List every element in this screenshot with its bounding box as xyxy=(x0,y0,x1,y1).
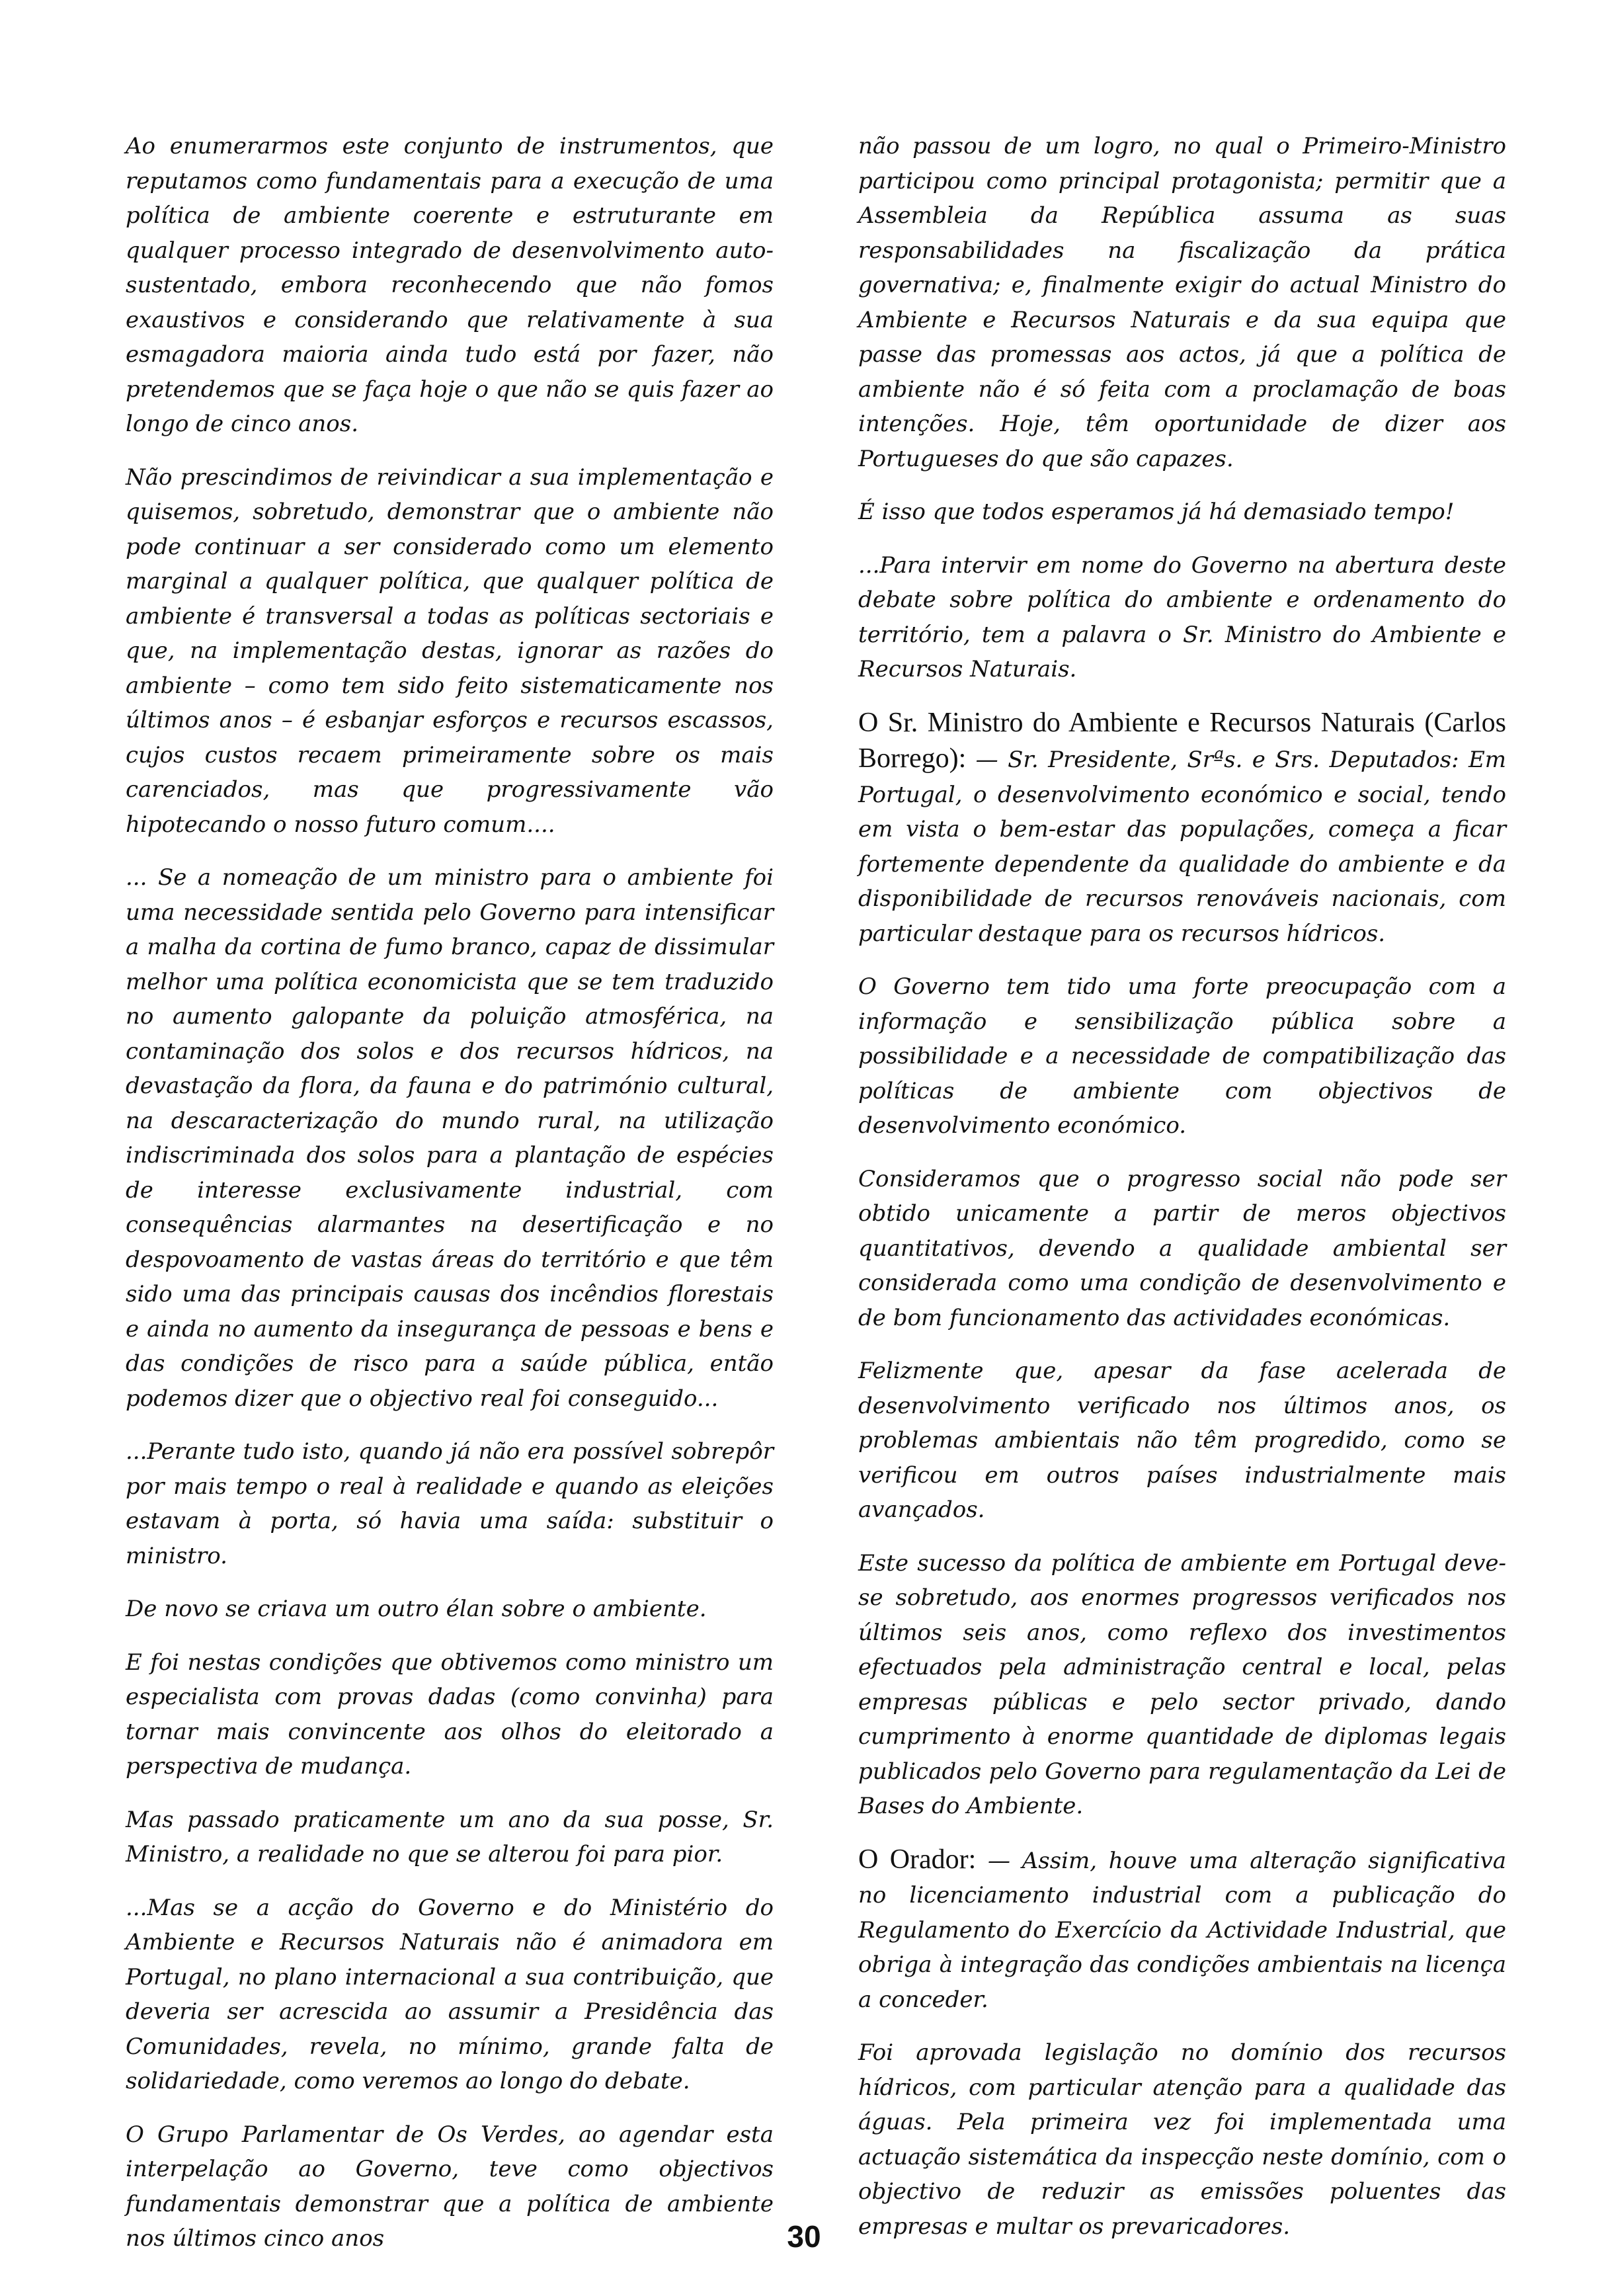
paragraph: Ao enumerarmos este conjunto de instrumentos, que reputamos como fundamentais para a execução de uma política de ambiente coerente e estruturante em qualquer processo integrado de desenvolvimento auto-sustentado, embora reconhecendo que não fomos exaustivos e considerando que relativamente à sua esmagadora maioria ainda tudo está por fazer, não pretendemos que se faça hoje o que não se quis fazer ao longo de cinco anos. xyxy=(126,133,774,437)
left-column xyxy=(126,129,774,2275)
paragraph: Felizmente que, apesar da fase acelerada de desenvolvimento verificado nos últimos anos, os problemas ambientais não têm progredido, como se verificou em outros países industrialmente mais avançados. xyxy=(858,1358,1506,1523)
paragraph: E foi nestas condições que obtivemos como ministro um especialista com provas dadas (como convinha) para tornar mais convincente aos olhos do eleitorado a perspectiva de mudança. xyxy=(126,1649,774,1780)
paragraph: O Grupo Parlamentar de Os Verdes, ao agendar esta interpelação ao Governo, teve como objectivos fundamentais demonstrar que a política de ambiente nos últimos cinco anos xyxy=(126,2121,774,2252)
paragraph: ...Para intervir em nome do Governo na abertura deste debate sobre política do ambiente e ordenamento do território, tem a palavra o Sr. Ministro do Ambiente e Recursos Naturais. xyxy=(858,552,1506,682)
right-column xyxy=(858,129,1506,2262)
paragraph: ...Perante tudo isto, quando já não era possível sobrepôr por mais tempo o real à realidade e quando as eleições estavam à porta, só havia uma saída: substituir o ministro. xyxy=(126,1438,774,1569)
speaker-name: O Sr. Ministro do Ambiente e Recursos Naturais (Carlos Borrego): xyxy=(858,707,1506,774)
speaker-name: O Orador: xyxy=(858,1844,977,1875)
paragraph: Foi aprovada legislação no domínio dos recursos hídricos, com particular atenção para a qualidade das águas. Pela primeira vez foi implementada uma actuação sistemática da inspecção neste domínio, com o objectivo de reduzir as emissões poluentes das empresas e multar os prevaricadores. xyxy=(858,2039,1506,2240)
minister-speech-paragraph xyxy=(858,706,1506,952)
paragraph: Consideramos que o progresso social não pode ser obtido unicamente a partir de meros objectivos quantitativos, devendo a qualidade ambiental ser considerada como uma condição de desenvolvimento e de bom funcionamento das actividades económicas. xyxy=(858,1165,1506,1331)
paragraph: ...Mas se a acção do Governo e do Ministério do Ambiente e Recursos Naturais não é animadora em Portugal, no plano internacional a sua contribuição, que deveria ser acrescida ao assumir a Presidência das Comunidades, revela, no mínimo, grande falta de solidariedade, como veremos ao longo do debate. xyxy=(126,1894,774,2094)
paragraph: É isso que todos esperamos já há demasiado tempo! xyxy=(858,499,1455,525)
paragraph: não passou de um logro, no qual o Primeiro-Ministro participou como principal protagonista; permitir que a Assembleia da República assuma as suas responsabilidades na fiscalização da prática governativa; e, finalmente exigir do actual Ministro do Ambiente e Recursos Naturais e da sua equipa que passe das promessas aos actos, já que a política de ambiente não é só feita com a proclamação de boas intenções. Hoje, têm oportunidade de dizer aos Portugueses do que são capazes. xyxy=(858,133,1506,472)
paragraph: Não prescindimos de reivindicar a sua implementação e quisemos, sobretudo, demonstrar que o ambiente não pode continuar a ser considerado como um elemento marginal a qualquer política, que qualquer política de ambiente é transversal a todas as políticas sectoriais e que, na implementação destas, ignorar as razões do ambiente – como tem sido feito sistematicamente nos últimos anos – é esbanjar esforços e recursos escassos, cujos custos recaem primeiramente sobre os mais carenciados, mas que progressivamente vão hipotecando o nosso futuro comum.... xyxy=(126,464,774,838)
page-number: 30 xyxy=(787,2219,821,2254)
speech-text: — Sr. Presidente, Srªs. e Srs. Deputados: Em Portugal, o desenvolvimento económico e social, tendo em vista o bem-estar das populações, começa a ficar fortemente dependente da qualidade do ambiente e da disponibilidade de recursos renováveis nacionais, com particular destaque para os recursos hídricos. xyxy=(858,747,1506,947)
paragraph: Mas passado praticamente um ano da sua posse, Sr. Ministro, a realidade no que se alterou foi para pior. xyxy=(126,1806,774,1867)
paragraph: De novo se criava um outro élan sobre o ambiente. xyxy=(126,1596,707,1622)
paragraph: Este sucesso da política de ambiente em Portugal deve-se sobretudo, aos enormes progressos verificados nos últimos seis anos, como reflexo dos investimentos efectuados pela administração central e local, pelas empresas públicas e pelo sector privado, dando cumprimento à enorme quantidade de diplomas legais publicados pelo Governo para regulamentação da Lei de Bases do Ambiente. xyxy=(858,1549,1506,1819)
speech-text: — Assim, houve uma alteração significativa no licenciamento industrial com a publicação do Regulamento do Exercício da Actividade Industrial, que obriga à integração das condições ambientais na licença a conceder. xyxy=(858,1847,1506,2013)
orador-speech-paragraph xyxy=(858,1842,1506,2018)
paragraph: O Governo tem tido uma forte preocupação com a informação e sensibilização pública sobre a possibilidade e a necessidade de compatibilização das políticas de ambiente com objectivos de desenvolvimento económico. xyxy=(858,973,1506,1139)
paragraph: ... Se a nomeação de um ministro para o ambiente foi uma necessidade sentida pelo Governo para intensificar a malha da cortina de fumo branco, capaz de dissimular melhor uma política economicista que se tem traduzido no aumento galopante da poluição atmosférica, na contaminação dos solos e dos recursos hídricos, na devastação da flora, da fauna e do património cultural, na descaracterização do mundo rural, na utilização indiscriminada dos solos para a plantação de espécies de interesse exclusivamente industrial, com consequências alarmantes na desertificação e no despovoamento de vastas áreas do território e que têm sido uma das principais causas dos incêndios florestais e ainda no aumento da insegurança de pessoas e bens e das condições de risco para a saúde pública, então podemos dizer que o objectivo real foi conseguido... xyxy=(126,864,774,1412)
